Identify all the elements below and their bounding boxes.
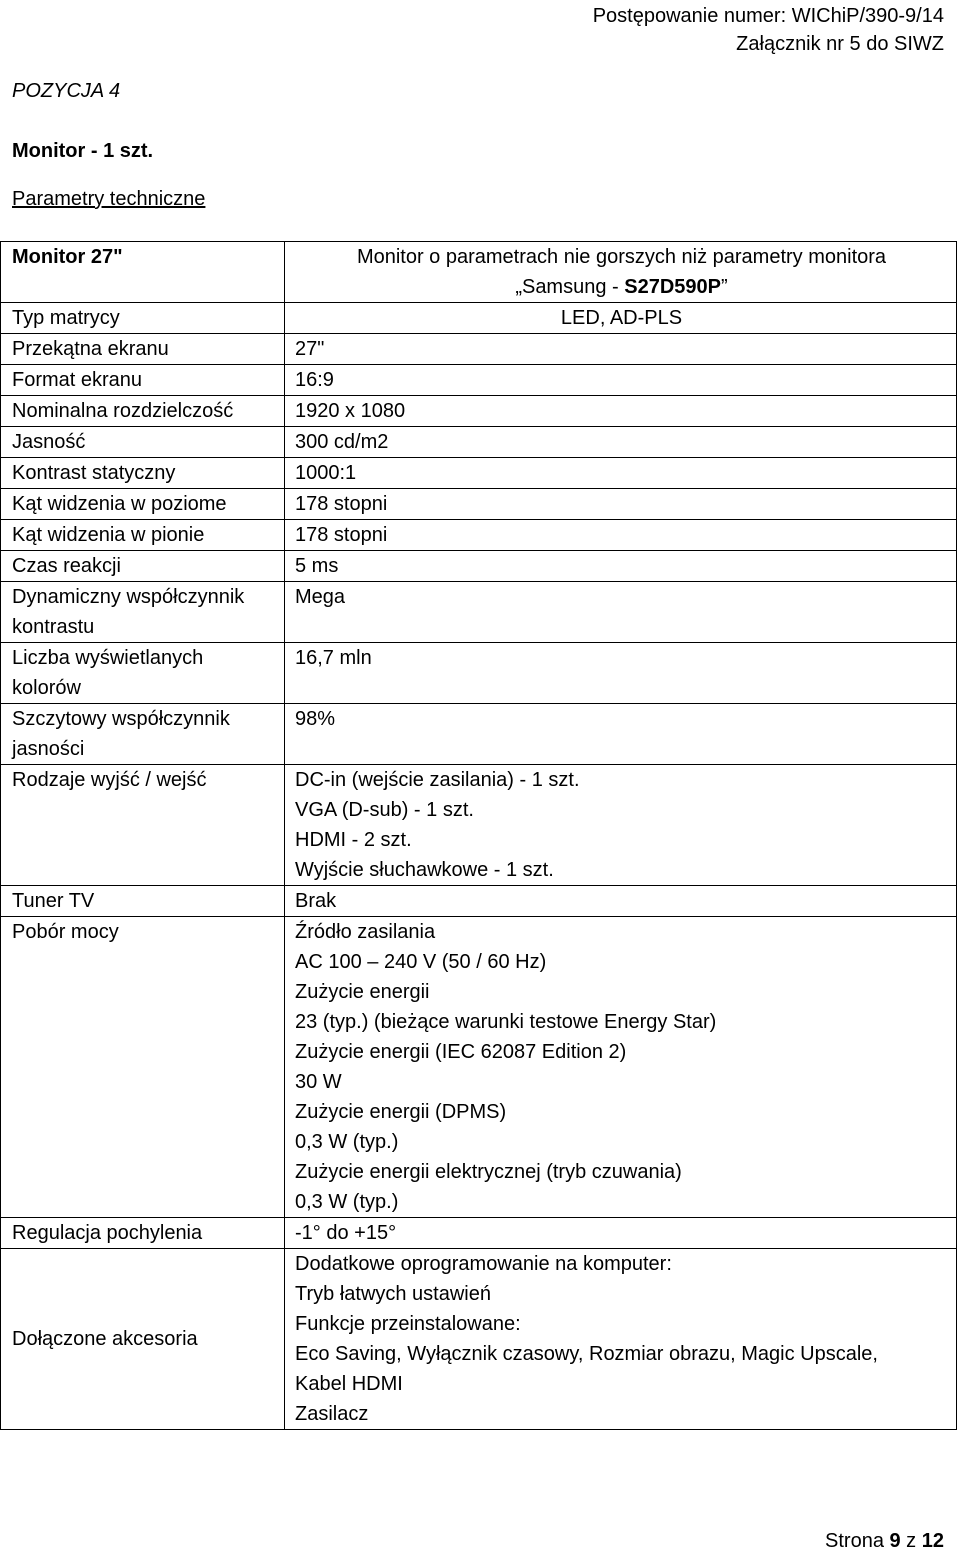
table-row [1, 365, 957, 396]
output-item: DC-in (wejście zasilania) - 1 szt. [295, 769, 580, 791]
head-model: S27D590P [624, 276, 721, 298]
table-row [1, 765, 957, 886]
spec-table [0, 241, 957, 1430]
spec-value: 178 stopni [285, 520, 957, 551]
table-row [1, 886, 957, 917]
power-item: Zużycie energii [295, 981, 430, 1003]
table-row [1, 396, 957, 427]
power-item: Zużycie energii (IEC 62087 Edition 2) [295, 1041, 627, 1063]
spec-value [285, 1249, 957, 1430]
output-item: HDMI - 2 szt. [295, 829, 412, 851]
output-item: Wyjście słuchawkowe - 1 szt. [295, 859, 554, 881]
head-value-line2 [295, 272, 948, 302]
table-row [1, 520, 957, 551]
page-number [825, 1530, 944, 1553]
power-item: AC 100 – 240 V (50 / 60 Hz) [295, 951, 547, 973]
spec-key: Tuner TV [1, 886, 285, 917]
spec-key: Kąt widzenia w pionie [1, 520, 285, 551]
total-pages: 12 [921, 1530, 944, 1552]
head-value-line1: Monitor o parametrach nie gorszych niż parametry monitora [356, 246, 887, 268]
spec-value: 1920 x 1080 [285, 396, 957, 427]
spec-key: Szczytowy współczynnik jasności [1, 704, 285, 765]
table-row [1, 551, 957, 582]
table-row [1, 489, 957, 520]
position-label: POZYCJA 4 [12, 80, 121, 102]
accessory-item: Kabel HDMI [295, 1373, 403, 1395]
spec-value: 178 stopni [285, 489, 957, 520]
power-item: 23 (typ.) (bieżące warunki testowe Energy Star) [295, 1011, 717, 1033]
output-item: VGA (D-sub) - 1 szt. [295, 799, 474, 821]
spec-key: Format ekranu [1, 365, 285, 396]
table-row [1, 242, 957, 303]
table-row [1, 427, 957, 458]
accessory-item: Eco Saving, Wyłącznik czasowy, Rozmiar obrazu, Magic Upscale, [295, 1343, 878, 1365]
accessory-item: Tryb łatwych ustawień [295, 1283, 491, 1305]
power-item: 0,3 W (typ.) [295, 1191, 399, 1213]
table-row [1, 704, 957, 765]
spec-key: Kontrast statyczny [1, 458, 285, 489]
power-item: Zużycie energii (DPMS) [295, 1101, 507, 1123]
power-item: Źródło zasilania [295, 921, 436, 943]
page-separator: z [900, 1530, 922, 1552]
spec-value [285, 242, 957, 303]
accessory-item: Dodatkowe oprogramowanie na komputer: [295, 1253, 672, 1275]
spec-key: Jasność [1, 427, 285, 458]
spec-key: Kąt widzenia w poziome [1, 489, 285, 520]
power-item: Zużycie energii elektrycznej (tryb czuwania) [295, 1161, 682, 1183]
spec-value: 300 cd/m2 [285, 427, 957, 458]
spec-key: Dynamiczny współczynnik kontrastu [1, 582, 285, 643]
page-prefix: Strona [825, 1530, 890, 1552]
spec-value: LED, AD-PLS [285, 303, 957, 334]
section-title: Parametry techniczne [12, 188, 206, 210]
attachment-label: Załącznik nr 5 do SIWZ [736, 33, 944, 55]
spec-key: Rodzaje wyjść / wejść [1, 765, 285, 886]
table-row [1, 1218, 957, 1249]
spec-value: 5 ms [285, 551, 957, 582]
table-row [1, 458, 957, 489]
accessory-item: Zasilacz [295, 1403, 369, 1425]
head-model-suffix: ” [721, 276, 728, 298]
spec-value: 27" [285, 334, 957, 365]
spec-key: Nominalna rozdzielczość [1, 396, 285, 427]
spec-key: Monitor 27" [1, 242, 285, 303]
spec-key: Regulacja pochylenia [1, 1218, 285, 1249]
spec-key: Przekątna ekranu [1, 334, 285, 365]
spec-value: 16:9 [285, 365, 957, 396]
product-title: Monitor - 1 szt. [12, 140, 154, 162]
document-header [593, 2, 944, 58]
spec-value: 1000:1 [285, 458, 957, 489]
table-row [1, 334, 957, 365]
table-row [1, 643, 957, 704]
spec-value: -1° do +15° [285, 1218, 957, 1249]
current-page: 9 [889, 1530, 901, 1552]
spec-key: Czas reakcji [1, 551, 285, 582]
spec-value [285, 917, 957, 1218]
table-row [1, 1249, 957, 1430]
power-item: 30 W [295, 1071, 342, 1093]
spec-key: Typ matrycy [1, 303, 285, 334]
head-model-prefix: „Samsung - [515, 276, 625, 298]
table-row [1, 303, 957, 334]
spec-value: Brak [285, 886, 957, 917]
accessory-item: Funkcje przeinstalowane: [295, 1313, 521, 1335]
power-item: 0,3 W (typ.) [295, 1131, 399, 1153]
spec-key: Dołączone akcesoria [1, 1249, 285, 1430]
table-row [1, 917, 957, 1218]
spec-value: 98% [285, 704, 957, 765]
spec-value [285, 765, 957, 886]
spec-value: 16,7 mln [285, 643, 957, 704]
procedure-number: Postępowanie numer: WIChiP/390-9/14 [592, 5, 944, 27]
spec-value: Mega [285, 582, 957, 643]
spec-key: Liczba wyświetlanych kolorów [1, 643, 285, 704]
spec-key: Pobór mocy [1, 917, 285, 1218]
table-row [1, 582, 957, 643]
